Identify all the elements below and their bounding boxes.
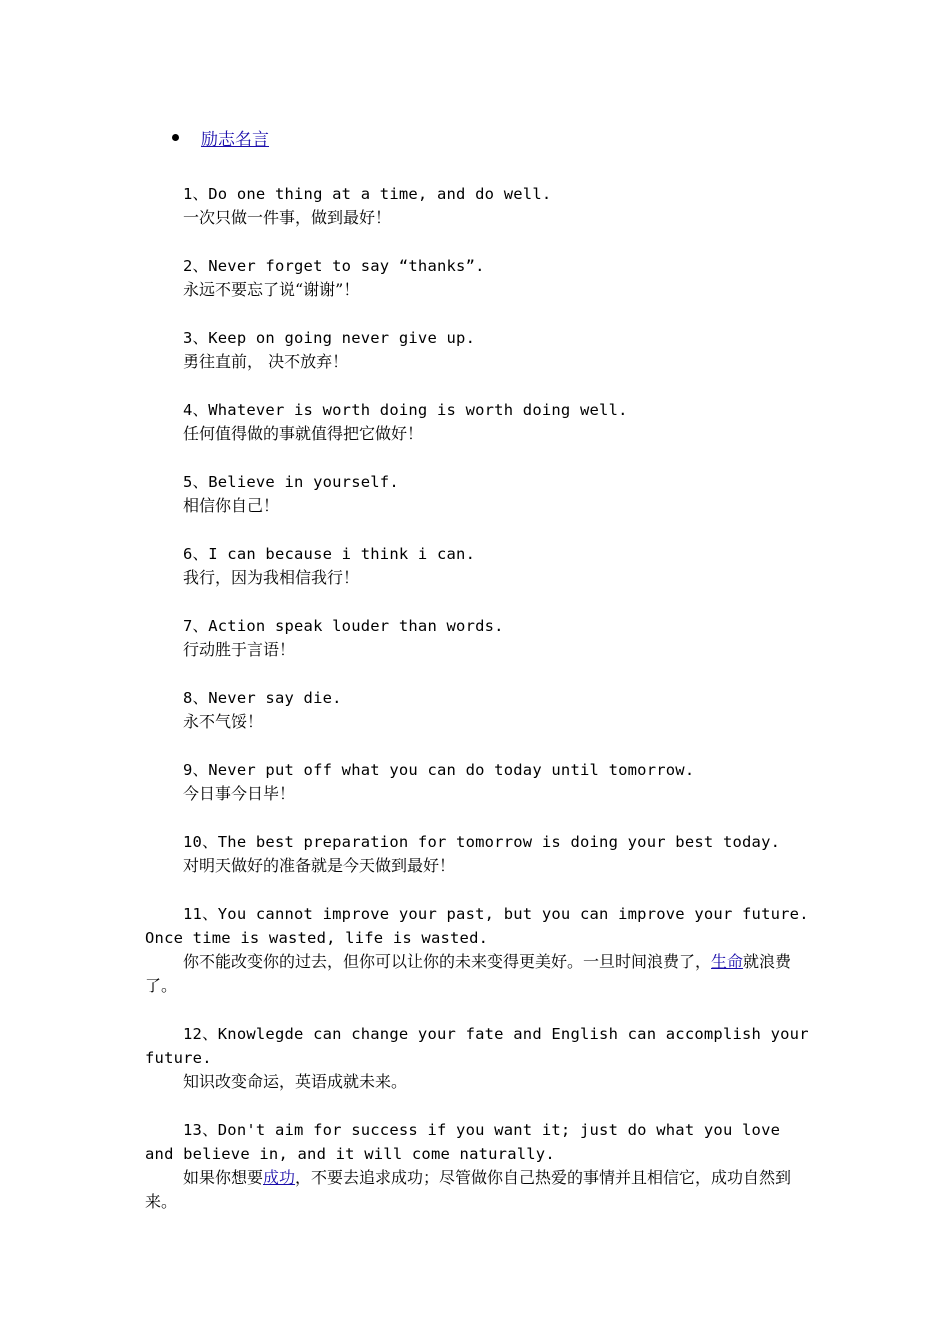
quote-chinese: 勇往直前， 决不放弃！ — [183, 352, 349, 371]
quote-english: 5、Believe in yourself. — [183, 473, 399, 491]
quote-chinese: 知识改变命运，英语成就未来。 — [183, 1072, 408, 1091]
quote-chinese — [145, 1166, 810, 1214]
quote-chinese: 对明天做好的准备就是今天做到最好！ — [183, 856, 456, 875]
quote-chinese: 行动胜于言语！ — [183, 640, 296, 659]
quote-english: 1、Do one thing at a time, and do well. — [183, 185, 552, 203]
quote-9 — [145, 758, 810, 806]
quote-10 — [145, 830, 810, 878]
quote-12 — [145, 1022, 819, 1094]
quote-chinese: 相信你自己！ — [183, 496, 280, 515]
quote-chinese: 我行，因为我相信我行！ — [183, 568, 360, 587]
quote-chinese-text: ，不要去追求成功；尽管做你自己热爱的事情并且相信它，成功自然到来。 — [145, 1168, 792, 1211]
life-link[interactable]: 生命 — [711, 952, 744, 971]
quote-english: 3、Keep on going never give up. — [183, 329, 476, 347]
quote-chinese: 任何值得做的事就值得把它做好！ — [183, 424, 424, 443]
quote-english: 10、The best preparation for tomorrow is doing your best today. — [183, 833, 781, 851]
quote-english: 4、Whatever is worth doing is worth doing well. — [183, 401, 628, 419]
quote-chinese: 一次只做一件事，做到最好！ — [183, 208, 392, 227]
quote-english: 8、Never say die. — [183, 689, 342, 707]
quote-english: 2、Never forget to say “thanks”. — [183, 257, 485, 275]
heading-list-item — [172, 122, 810, 152]
quote-11 — [145, 902, 819, 998]
heading-link[interactable]: 励志名言 — [201, 129, 269, 150]
quote-chinese: 今日事今日毕！ — [183, 784, 296, 803]
quote-english: 12、Knowlegde can change your fate and English can accomplish your future. — [145, 1025, 819, 1067]
quote-13 — [145, 1118, 810, 1214]
quote-english: 9、Never put off what you can do today until tomorrow. — [183, 761, 695, 779]
quote-3 — [145, 326, 810, 374]
quote-chinese-text: 就浪费了。 — [145, 952, 792, 995]
quote-6 — [145, 542, 810, 590]
document-page — [145, 122, 819, 1238]
success-link[interactable]: 成功 — [263, 1168, 296, 1187]
quote-1 — [145, 182, 810, 230]
quote-2 — [145, 254, 810, 302]
quote-4 — [145, 398, 810, 446]
quote-english: 13、Don't aim for success if you want it; just do what you love and believe in, and it will come naturally. — [145, 1121, 790, 1163]
quote-8 — [145, 686, 810, 734]
quote-7 — [145, 614, 810, 662]
quote-chinese: 永不气馁！ — [183, 712, 264, 731]
quote-english: 11、You cannot improve your past, but you can improve your future. Once time is wasted, life is wasted. — [145, 905, 819, 947]
quote-chinese — [145, 950, 810, 998]
quote-chinese-text: 如果你想要 — [183, 1168, 264, 1187]
quote-5 — [145, 470, 810, 518]
quote-english: 7、Action speak louder than words. — [183, 617, 504, 635]
quote-english: 6、I can because i think i can. — [183, 545, 476, 563]
quote-chinese: 永远不要忘了说“谢谢”！ — [183, 280, 360, 299]
quote-chinese-text: 你不能改变你的过去，但你可以让你的未来变得更美好。一旦时间浪费了， — [183, 952, 712, 971]
bullet-icon — [172, 134, 179, 141]
